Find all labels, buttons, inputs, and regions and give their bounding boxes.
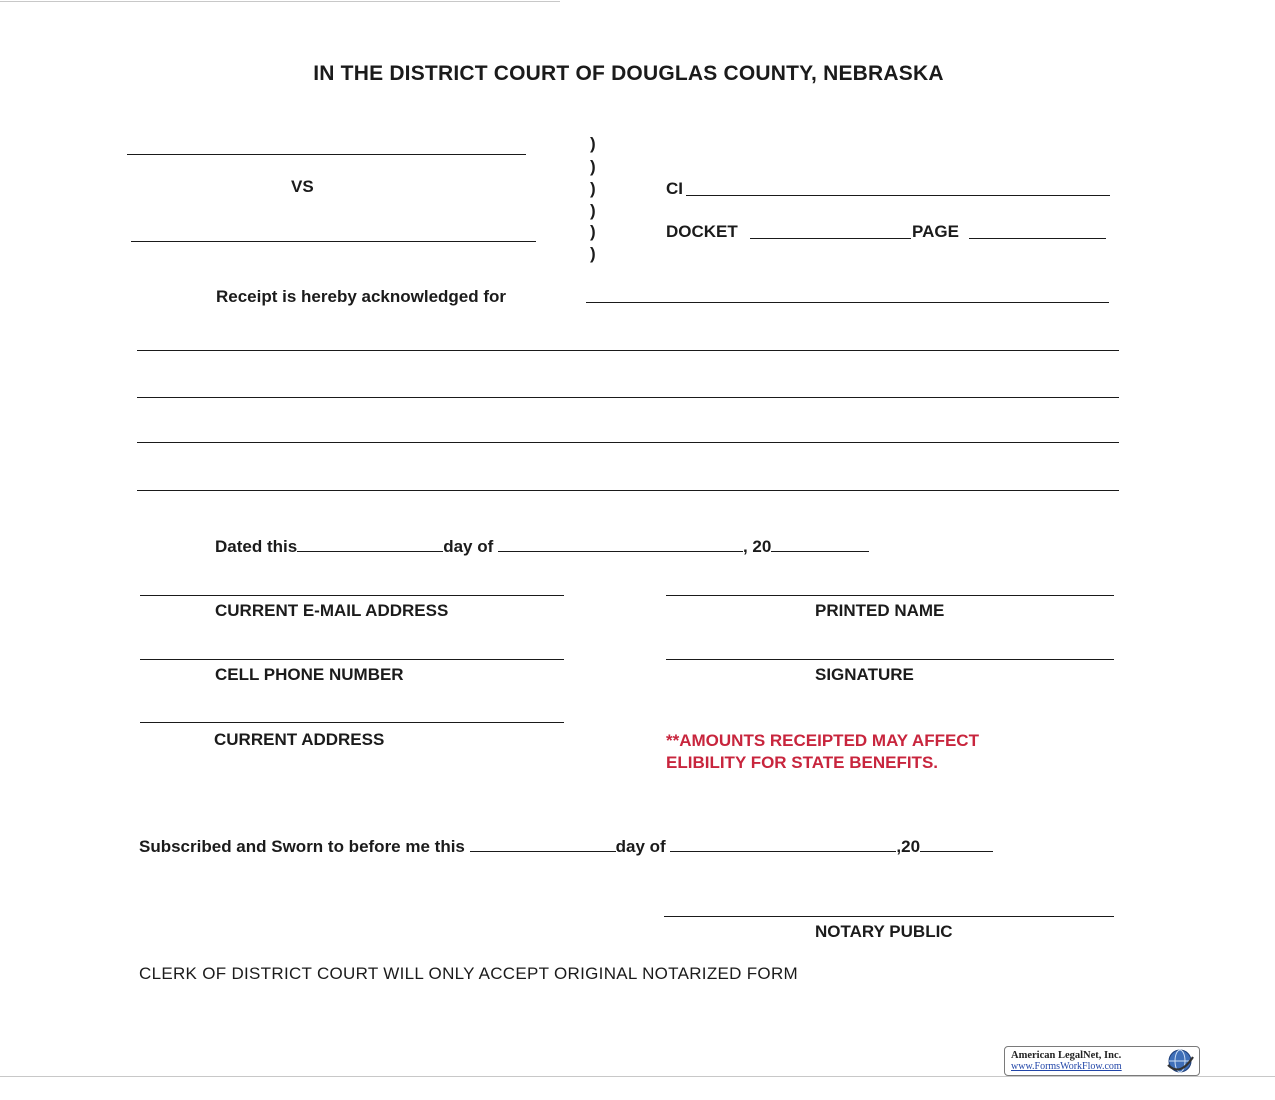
email-label: CURRENT E-MAIL ADDRESS [215,601,449,620]
dated-month-blank[interactable] [498,537,743,552]
caption-paren: ) [590,201,596,220]
scan-edge-bottom [0,1076,1275,1077]
printed-name-label: PRINTED NAME [815,601,945,620]
signature-label: SIGNATURE [815,665,914,684]
warning-line-1: **AMOUNTS RECEIPTED MAY AFFECT [666,731,979,750]
dated-day-blank[interactable] [297,537,443,552]
sworn-prefix: Subscribed and Sworn to before me this [139,837,465,856]
clerk-note: CLERK OF DISTRICT COURT WILL ONLY ACCEPT ORIGINAL NOTARIZED FORM [139,964,798,983]
address-line[interactable] [140,722,564,723]
caption-paren: ) [590,244,596,263]
cell-phone-line[interactable] [140,659,564,660]
notary-signature-line[interactable] [664,916,1114,917]
warning-line-2: ELIBILITY FOR STATE BENEFITS. [666,753,939,772]
dated-year-prefix: , 20 [742,537,772,556]
vs-label: VS [291,177,314,196]
defendant-name-line[interactable] [131,241,536,242]
benefits-warning [666,730,979,774]
receipt-detail-line[interactable] [137,490,1119,491]
address-label: CURRENT ADDRESS [214,730,385,749]
docket-label: DOCKET [666,222,738,241]
receipt-detail-line[interactable] [137,442,1119,443]
sworn-day-blank[interactable] [470,837,616,852]
page-label: PAGE [912,222,959,241]
publisher-logo [1004,1046,1200,1076]
sworn-month-blank[interactable] [670,837,896,852]
caption-paren: ) [590,222,596,241]
caption-paren: ) [590,179,596,198]
logo-website[interactable]: www.FormsWorkFlow.com [1011,1061,1122,1072]
sworn-year-prefix: ,20 [896,837,921,856]
signature-line[interactable] [666,659,1114,660]
receipt-label: Receipt is hereby acknowledged for [216,287,507,306]
printed-name-line[interactable] [666,595,1114,596]
ci-number-line[interactable] [686,195,1110,196]
plaintiff-name-line[interactable] [127,154,526,155]
notary-public-label: NOTARY PUBLIC [815,922,953,941]
dated-prefix: Dated this [215,537,298,556]
sworn-day-of: day of [615,837,666,856]
sworn-year-blank[interactable] [920,837,993,852]
logo-company: American LegalNet, Inc. [1011,1050,1122,1061]
caption-paren: ) [590,157,596,176]
page-title: IN THE DISTRICT COURT OF DOUGLAS COUNTY, NEBRASKA [313,62,944,85]
dated-year-blank[interactable] [771,537,869,552]
caption-paren: ) [590,134,596,153]
dated-day-of: day of [443,537,494,556]
scan-edge-top [0,1,560,2]
receipt-item-line[interactable] [586,302,1109,303]
sworn-line [139,837,993,857]
page-number-line[interactable] [969,238,1106,239]
ci-label: CI [666,179,683,198]
receipt-detail-line[interactable] [137,397,1119,398]
email-line[interactable] [140,595,564,596]
receipt-detail-line[interactable] [137,350,1119,351]
docket-number-line[interactable] [750,238,911,239]
globe-icon [1165,1048,1195,1074]
cell-phone-label: CELL PHONE NUMBER [215,665,404,684]
dated-line [215,537,869,557]
